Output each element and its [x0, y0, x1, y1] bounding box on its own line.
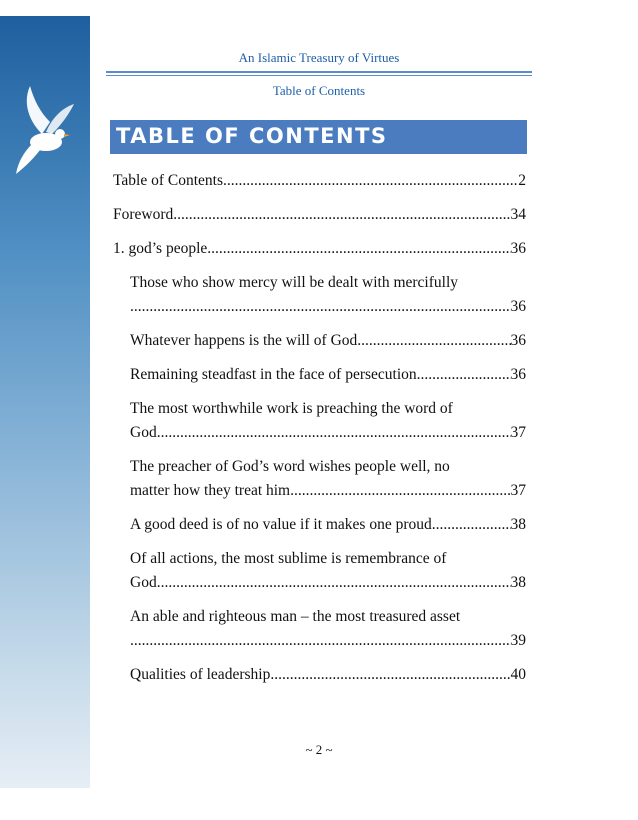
dot-leader: [130, 295, 511, 319]
toc-entry-page: 36: [510, 240, 526, 257]
dove-icon: [12, 82, 84, 178]
toc-entry-leadership[interactable]: [130, 663, 526, 687]
toc-entry-table-of-contents[interactable]: [113, 169, 526, 193]
toc-entry-title: God: [130, 574, 157, 591]
book-title: An Islamic Treasury of Virtues: [238, 50, 400, 65]
toc-entry-page: 38: [510, 574, 526, 591]
toc-entry-preaching[interactable]: [130, 397, 526, 445]
table-of-contents: [113, 169, 526, 697]
toc-entry-page: 37: [510, 482, 526, 499]
dot-leader: [173, 203, 510, 227]
page-number: ~ 2 ~: [305, 742, 333, 757]
dot-leader: [157, 571, 511, 595]
toc-entry-title: matter how they treat him: [130, 482, 291, 499]
toc-entry-mercy[interactable]: [130, 271, 526, 319]
toc-entry-will-of-god[interactable]: [130, 329, 526, 353]
toc-entry-page: 40: [510, 666, 526, 683]
toc-banner: [110, 120, 527, 154]
toc-entry-page: 36: [510, 298, 526, 315]
dot-leader: [130, 629, 511, 653]
dot-leader: [157, 421, 511, 445]
toc-entry-page: 39: [510, 632, 526, 649]
dot-leader: [270, 663, 510, 687]
toc-entry-title: Remaining steadfast in the face of persecution: [130, 366, 417, 383]
dot-leader: [432, 513, 511, 537]
toc-entry-title-line1: Of all actions, the most sublime is remembrance of: [130, 550, 447, 567]
toc-entry-gods-people[interactable]: [113, 237, 526, 261]
dot-leader: [290, 479, 510, 503]
decorative-sidebar: [0, 16, 90, 788]
header-rule-thin: [106, 75, 532, 76]
toc-entry-title: Foreword: [113, 206, 174, 223]
toc-entry-title: Qualities of leadership: [130, 666, 271, 683]
toc-entry-title: Whatever happens is the will of God: [130, 332, 358, 349]
toc-entry-steadfast[interactable]: [130, 363, 526, 387]
toc-entry-page: 36: [510, 332, 526, 349]
dot-leader: [207, 237, 510, 261]
dot-leader: [223, 169, 518, 193]
toc-entry-title: 1. god’s people: [113, 240, 208, 257]
toc-heading: TABLE OF CONTENTS: [116, 124, 388, 148]
toc-entry-title-line1: Those who show mercy will be dealt with mercifully: [130, 274, 459, 291]
toc-entry-remembrance[interactable]: [130, 547, 526, 595]
toc-entry-page: 34: [510, 206, 526, 223]
toc-entry-title-line1: The most worthwhile work is preaching the word of: [130, 400, 453, 417]
toc-entry-righteous-man[interactable]: [130, 605, 526, 653]
toc-entry-page: 2: [518, 172, 526, 189]
toc-entry-title: A good deed is of no value if it makes one proud: [130, 516, 432, 533]
toc-entry-preacher[interactable]: [130, 455, 526, 503]
toc-entry-page: 37: [510, 424, 526, 441]
toc-entry-title-line1: An able and righteous man – the most treasured asset: [130, 608, 461, 625]
toc-entry-page: 36: [510, 366, 526, 383]
toc-entry-good-deed[interactable]: [130, 513, 526, 537]
toc-entry-title: Table of Contents: [113, 172, 223, 189]
toc-entry-title: God: [130, 424, 157, 441]
section-title: Table of Contents: [272, 83, 366, 98]
toc-entry-page: 38: [510, 516, 526, 533]
toc-entry-title-line1: The preacher of God’s word wishes people well, no: [130, 458, 450, 475]
header-rule: [106, 71, 532, 73]
toc-entry-foreword[interactable]: [113, 203, 526, 227]
dot-leader: [417, 363, 511, 387]
dot-leader: [357, 329, 510, 353]
